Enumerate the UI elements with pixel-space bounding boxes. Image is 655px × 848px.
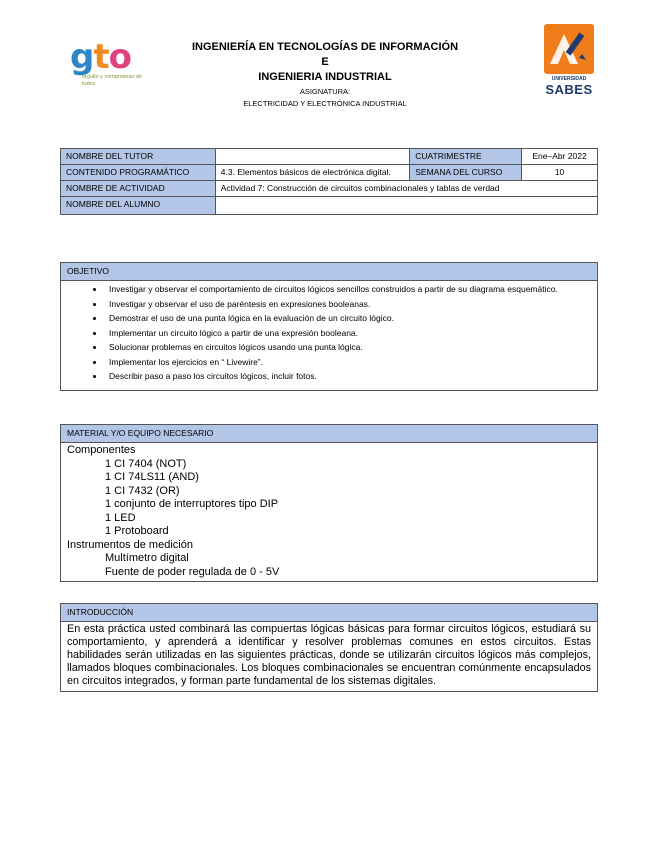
- list-item: 1 CI 7432 (OR): [105, 484, 180, 497]
- list-item: 1 CI 7404 (NOT): [105, 457, 187, 470]
- student-label: NOMBRE DEL ALUMNO: [61, 197, 216, 215]
- gto-logo-tagline: orgullo y compromiso de todos: [82, 74, 142, 87]
- introduction-text: En esta práctica usted combinará las compuertas lógicas básicas para formar circuitos lógicos, estudiará su comportamiento, y aprenderá a identificar y resolver problemas comunes en estos circuitos. Estas habilidades serán utilizadas en las siguientes prácticas, donde se utilizarán circuitos lógicos más complejos, llamados bloques combinacionales. Los bloques combinacionales se encuentran comúnmente encapsulados en circuitos integrados, y forman parte fundamental de los sistemas digitales.: [67, 623, 591, 687]
- content-value: 4.3. Elementos básicos de electrónica digital.: [215, 165, 410, 181]
- institution-title-line2: INGENIERIA INDUSTRIAL: [258, 71, 392, 83]
- material-section: [60, 424, 598, 582]
- table-row: [61, 197, 598, 215]
- table-row: [61, 149, 598, 165]
- subject-name: ELECTRICIDAD Y ELECTRÓNICA INDUSTRIAL: [243, 99, 407, 108]
- gto-logo: [70, 38, 145, 98]
- subject-block: [190, 86, 460, 110]
- student-value[interactable]: [215, 197, 597, 215]
- sabes-emblem-icon: [544, 24, 594, 74]
- objective-title: OBJETIVO: [61, 263, 597, 281]
- subject-label: ASIGNATURA:: [299, 87, 351, 96]
- objective-section: [60, 262, 598, 391]
- list-item: • Investigar y observar el uso de paréntesis en expresiones booleanas.: [105, 299, 589, 311]
- activity-label: NOMBRE DE ACTIVIDAD: [61, 181, 216, 197]
- list-item: • Implementar un circuito lógico a partir de una expresión booleana.: [105, 328, 589, 340]
- list-item: Fuente de poder regulada de 0 - 5V: [105, 565, 280, 578]
- introduction-section: [60, 603, 598, 692]
- instruments-heading: Instrumentos de medición: [67, 538, 193, 551]
- list-item: • Implementar los ejercicios en “ Livewire”.: [105, 357, 589, 369]
- document-header: [0, 0, 655, 115]
- list-item: • Describir paso a paso los circuitos lógicos, incluir fotos.: [105, 371, 589, 383]
- list-item: • Demostrar el uso de una punta lógica en la evaluación de un circuito lógico.: [105, 313, 589, 325]
- sabes-logo: [541, 24, 597, 96]
- tutor-value[interactable]: [215, 149, 410, 165]
- week-label: SEMANA DEL CURSO: [410, 165, 522, 181]
- period-value: Ene–Abr 2022: [522, 149, 598, 165]
- material-body: [61, 443, 597, 581]
- list-item: • Solucionar problemas en circuitos lógicos usando una punta lógica.: [105, 342, 589, 354]
- sabes-name-label: SABES: [545, 82, 593, 97]
- institution-title-line1: INGENIERÍA EN TECNOLOGÍAS DE INFORMACIÓN E: [191, 41, 459, 68]
- list-item: 1 LED: [105, 511, 136, 524]
- objective-list: [61, 281, 597, 390]
- activity-value: Actividad 7: Construcción de circuitos combinacionales y tablas de verdad: [215, 181, 597, 197]
- table-row: [61, 181, 598, 197]
- list-item: • Investigar y observar el comportamiento de circuitos lógicos sencillos construidos a partir de su diagrama esquemático.: [105, 284, 589, 296]
- sabes-university-label: UNIVERSIDAD: [551, 76, 587, 82]
- introduction-title: INTRODUCCIÓN: [61, 604, 597, 622]
- list-item: 1 CI 74LS11 (AND): [105, 471, 199, 483]
- gto-logo-wordmark: gto: [70, 37, 131, 77]
- list-item: 1 conjunto de interruptores tipo DIP: [105, 498, 279, 510]
- list-item: 1 Protoboard: [105, 525, 169, 537]
- material-title: MATERIAL Y/O EQUIPO NECESARIO: [61, 425, 597, 443]
- list-item: Multímetro digital: [105, 552, 189, 564]
- period-label: CUATRIMESTRE: [410, 149, 522, 165]
- table-row: [61, 165, 598, 181]
- content-label: CONTENIDO PROGRAMÁTICO: [61, 165, 216, 181]
- activity-info-table: [60, 148, 598, 215]
- week-value: 10: [522, 165, 598, 181]
- institution-title: [190, 40, 460, 85]
- components-heading: Componentes: [67, 444, 136, 456]
- tutor-label: NOMBRE DEL TUTOR: [61, 149, 216, 165]
